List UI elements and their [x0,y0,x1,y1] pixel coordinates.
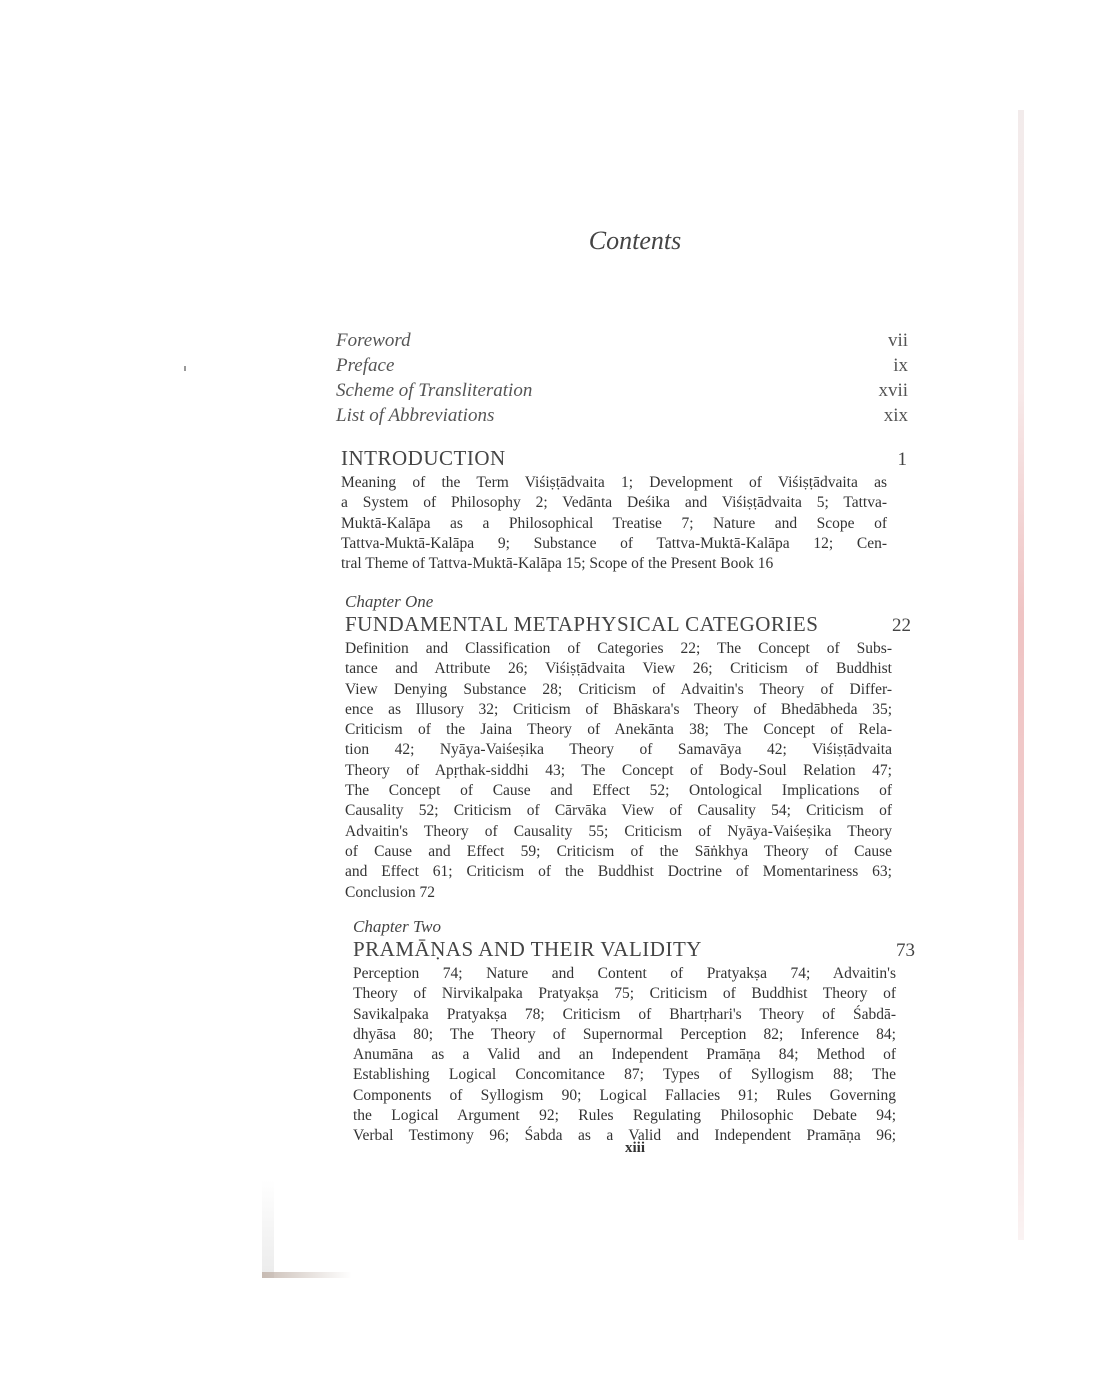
summary-line: Savikalpaka Pratyakṣa 78; Criticism of Bhartṛhari's Theory of Śabdā- [353,1005,896,1023]
summary-line: dhyāsa 80; The Theory of Supernormal Perception 82; Inference 84; [353,1025,896,1043]
summary-line: Anumāna as a Valid and an Independent Pramāṇa 84; Method of [353,1046,896,1064]
entry-label: List of Abbreviations [336,405,495,426]
summary-line: Verbal Testimony 96; Śabda as a Valid and Independent Pramāṇa 96; [353,1127,896,1145]
summary-line: Advaitin's Theory of Causality 55; Criticism of Nyāya-Vaiśeṣika Theory [345,822,892,840]
summary-line: Theory of Apṛthak-siddhi 43; The Concept of Body-Soul Relation 47; [345,761,892,779]
summary-line: ence as Illusory 32; Criticism of Bhāskara's Theory of Bhedābheda 35; [345,700,892,718]
summary-line: Definition and Classification of Categories 22; The Concept of Subs- [345,640,892,657]
section-chapter-one [345,592,911,903]
front-matter-list [336,330,908,430]
page-title: Contents [588,226,682,255]
summary-line: tral Theme of Tattva-Muktā-Kalāpa 15; Scope of the Present Book 16 [341,555,774,573]
section-title: PRAMĀṆAS AND THEIR VALIDITY [353,937,702,961]
page-edge-strip [1018,110,1024,1240]
summary-line: tance and Attribute 26; Viśiṣṭādvaita View 26; Criticism of Buddhist [345,660,892,678]
page-corner-shadow-bottom [262,1272,352,1278]
section-summary [353,964,896,1147]
chapter-label: Chapter Two [353,917,442,936]
summary-line: and Effect 61; Criticism of the Buddhist Doctrine of Momentariness 63; [345,863,892,881]
section-summary [341,473,887,574]
summary-line: Tattva-Muktā-Kalāpa 9; Substance of Tattva-Muktā-Kalāpa 12; Cen- [341,534,887,552]
summary-line: Establishing Logical Concomitance 87; Types of Syllogism 88; The [353,1066,896,1084]
section-introduction [341,446,907,574]
front-matter-entry[interactable] [336,330,908,355]
entry-label: Scheme of Transliteration [336,380,533,401]
section-page: 73 [896,940,915,961]
section-page: 1 [897,449,907,470]
page-corner-shadow [262,1180,274,1278]
summary-line: Causality 52; Criticism of Cārvāka View of Causality 54; Criticism of [345,802,892,820]
entry-label: Preface [336,355,395,376]
summary-line: View Denying Substance 28; Criticism of Advaitin's Theory of Differ- [345,680,892,698]
summary-line: Meaning of the Term Viśiṣṭādvaita 1; Development of Viśiṣṭādvaita as [341,474,887,491]
page-number: xiii [624,1140,645,1156]
entry-page: xvii [878,380,908,401]
entry-label: Foreword [336,330,411,351]
summary-line: tion 42; Nyāya-Vaiśeṣika Theory of Samavāya 42; Viśiṣṭādvaita [345,741,892,759]
summary-line: The Concept of Cause and Effect 52; Ontological Implications of [345,782,892,800]
section-title: INTRODUCTION [341,446,506,470]
summary-line: Muktā-Kalāpa as a Philosophical Treatise 7; Nature and Scope of [341,514,887,532]
summary-line: Perception 74; Nature and Content of Pratyakṣa 74; Advaitin's [353,965,896,982]
entry-page: vii [887,330,908,351]
entry-page: xix [883,405,908,426]
section-heading[interactable] [353,937,915,962]
section-heading[interactable] [345,612,911,637]
section-title: FUNDAMENTAL METAPHYSICAL CATEGORIES [345,612,819,636]
summary-line: Components of Syllogism 90; Logical Fallacies 91; Rules Governing [353,1086,896,1104]
section-chapter-two [353,917,915,1147]
summary-line: Theory of Nirvikalpaka Pratyakṣa 75; Criticism of Buddhist Theory of [353,985,896,1003]
entry-page: ix [893,355,908,376]
summary-line: a System of Philosophy 2; Vedānta Deśika and Viśiṣṭādvaita 5; Tattva- [341,494,887,512]
section-page: 22 [892,615,911,636]
front-matter-entry[interactable] [336,405,908,430]
front-matter-entry[interactable] [336,355,908,380]
section-heading[interactable] [341,446,907,471]
summary-line: of Cause and Effect 59; Criticism of the Sāṅkhya Theory of Cause [345,842,892,860]
section-summary [345,639,892,903]
summary-line: Conclusion 72 [345,883,435,901]
scan-speck [184,366,186,371]
front-matter-entry[interactable] [336,380,908,405]
summary-line: the Logical Argument 92; Rules Regulating Philosophic Debate 94; [353,1107,896,1125]
chapter-label: Chapter One [345,592,434,611]
summary-line: Criticism of the Jaina Theory of Anekānta 38; The Concept of Rela- [345,721,892,739]
